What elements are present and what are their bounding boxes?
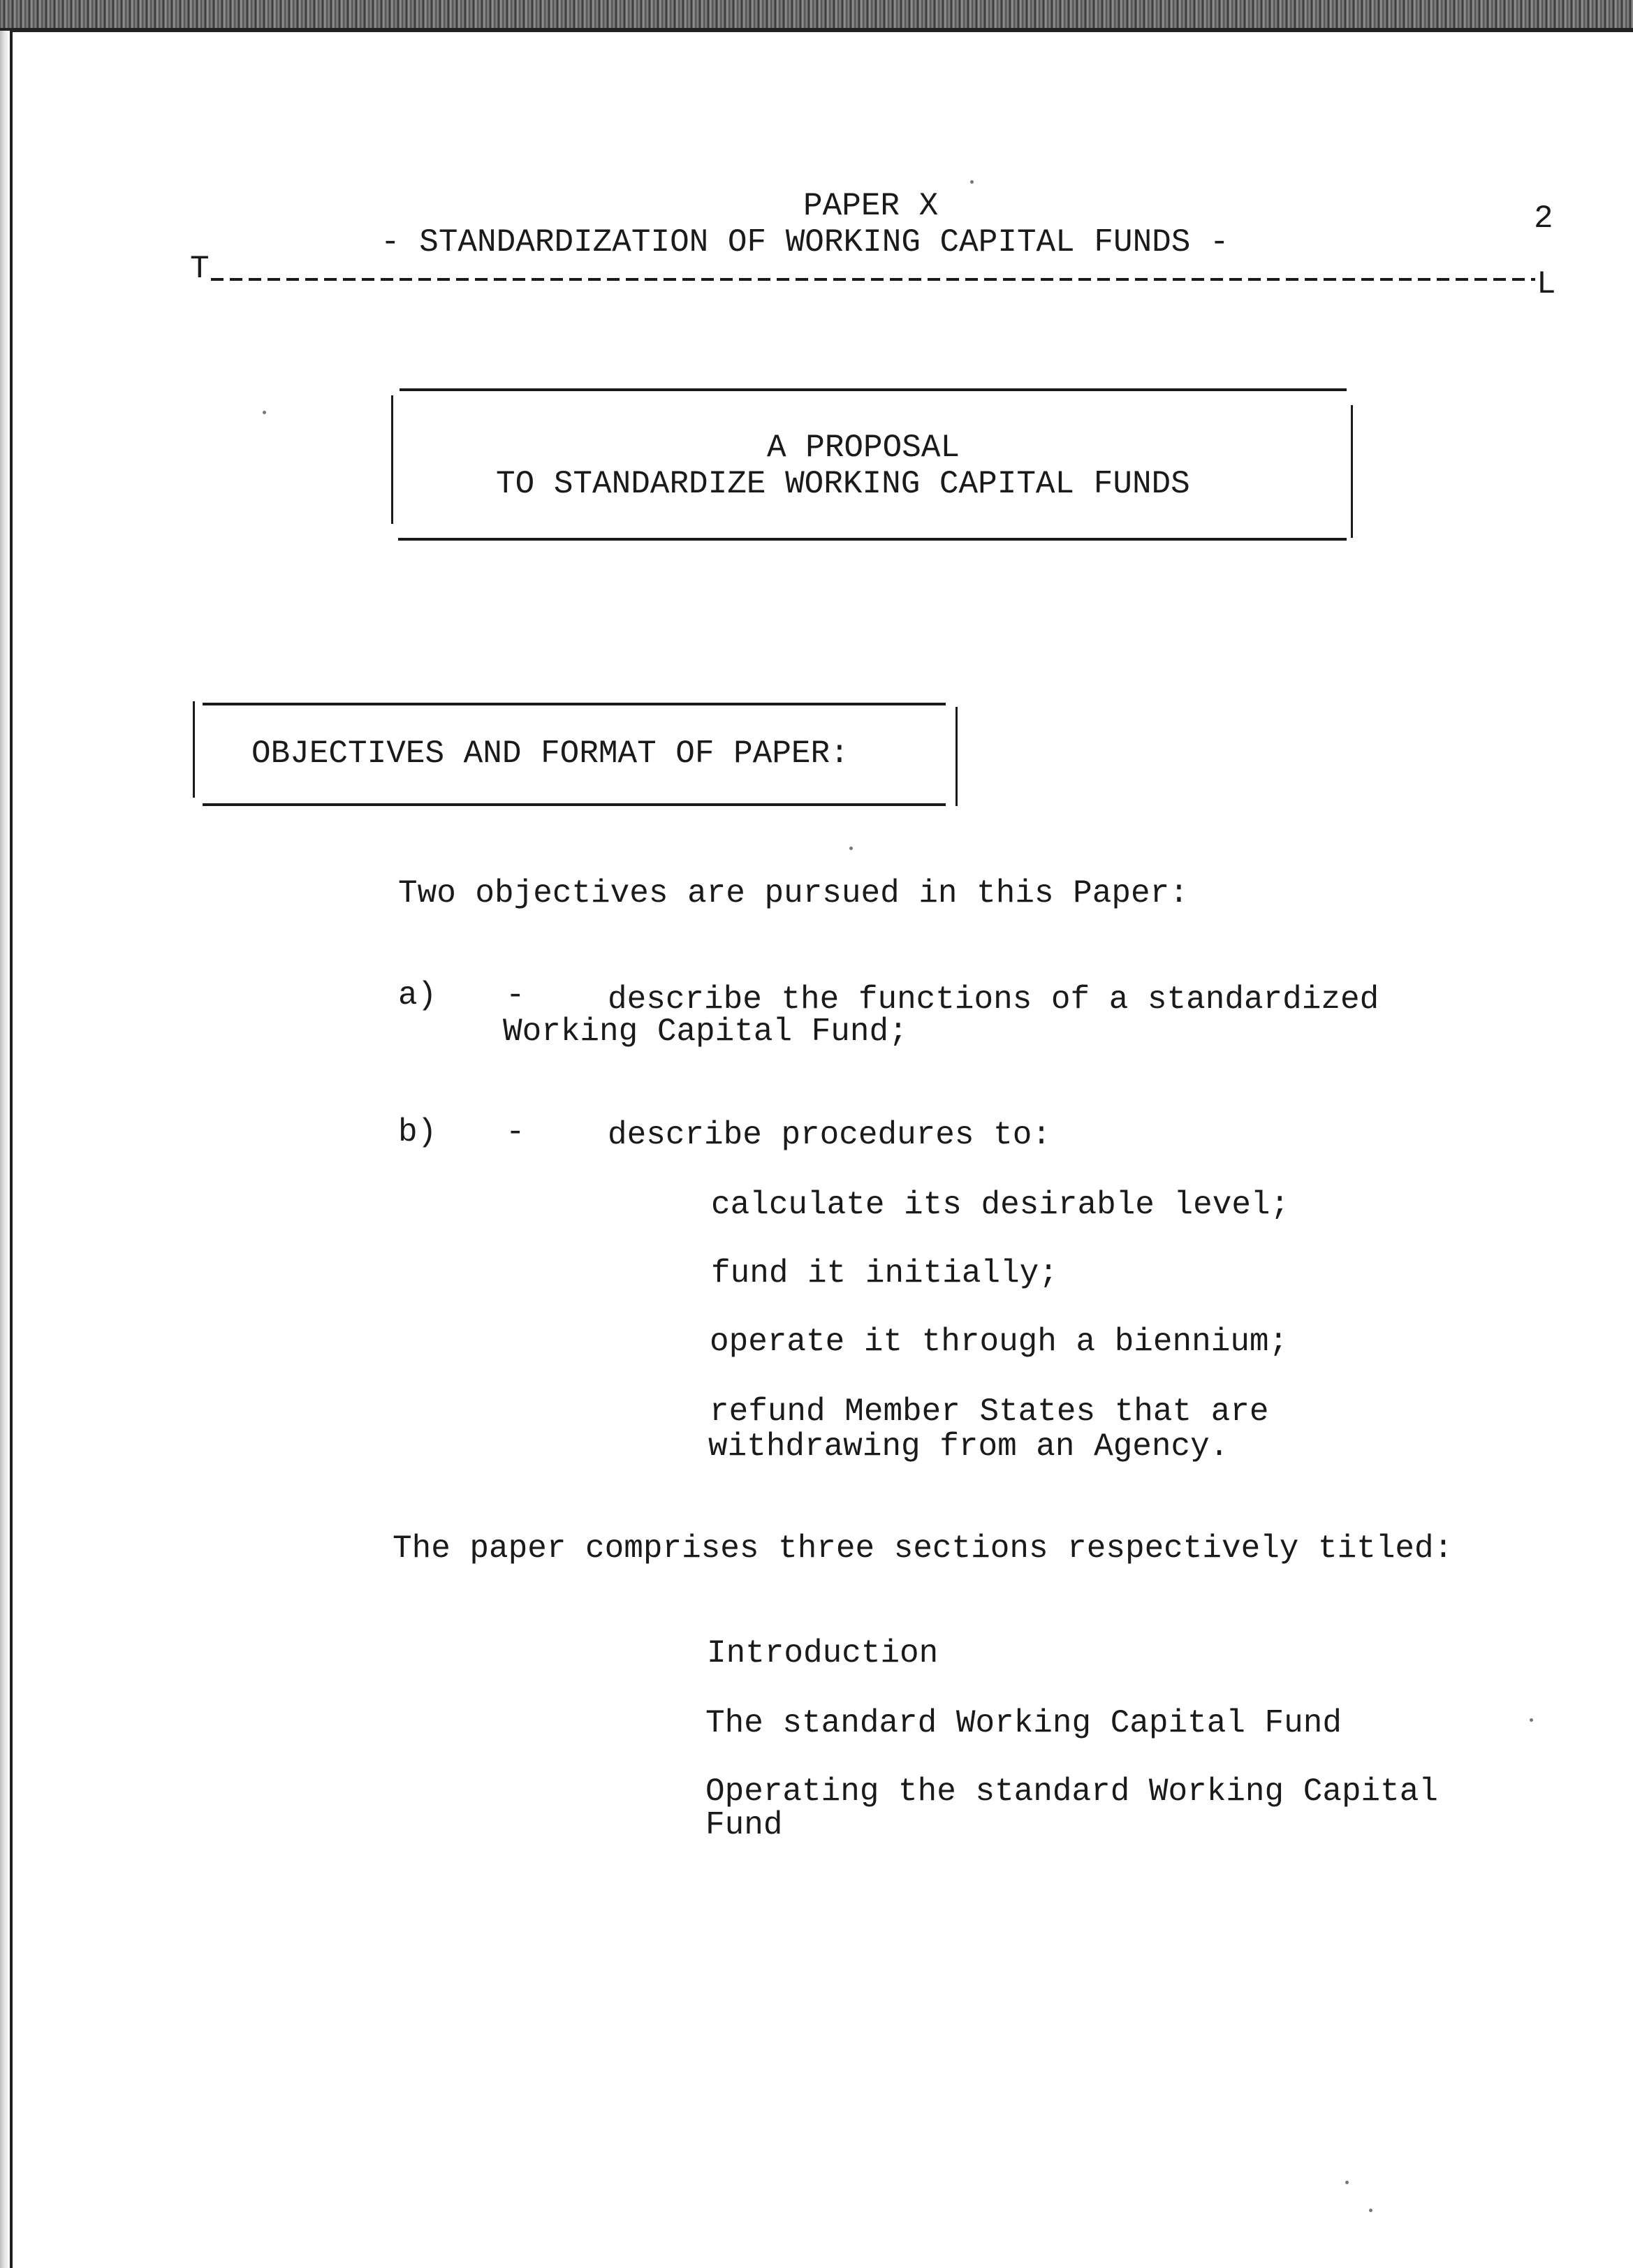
rule-right-mark: L [1537,266,1556,302]
proposal-box-top-border [400,388,1347,391]
procedure-item: fund it initially; [711,1255,1058,1292]
item-a-dash: - [506,977,525,1014]
rule-left-mark: T [190,251,210,287]
proposal-title-line2: TO STANDARDIZE WORKING CAPITAL FUNDS [496,466,1190,502]
objectives-box-right-border [955,707,958,806]
proposal-title-line1: A PROPOSAL [767,430,960,466]
sections-intro: The paper comprises three sections respectively titled: [393,1530,1453,1567]
objectives-heading: OBJECTIVES AND FORMAT OF PAPER: [251,736,849,772]
scan-speck [970,180,974,184]
scan-top-edge [0,0,1633,31]
proposal-box-bottom-border [398,538,1347,541]
binder-line [10,31,13,2268]
header-dashed-rule [211,278,1535,281]
objectives-intro: Two objectives are pursued in this Paper: [398,875,1189,912]
paper-label: PAPER X [803,188,939,224]
scan-speck [1369,2209,1372,2212]
item-a-line1: describe the functions of a standardized [608,981,1379,1018]
paper-subtitle: - STANDARDIZATION OF WORKING CAPITAL FUNDS - [381,224,1229,261]
objectives-box-left-border [193,701,195,798]
scan-left-edge [0,31,10,2268]
item-b-dash: - [506,1114,525,1150]
section-title: Operating the standard Working Capital [705,1773,1438,1810]
procedure-item: calculate its desirable level; [711,1187,1290,1223]
proposal-box-right-border [1351,405,1353,538]
objectives-box-bottom-border [203,803,946,806]
proposal-box-left-border [391,395,393,524]
item-a-marker: a) [398,977,437,1014]
procedure-item: refund Member States that are [710,1393,1269,1430]
item-b-line1: describe procedures to: [608,1117,1051,1153]
procedure-item: operate it through a biennium; [710,1324,1289,1360]
scan-speck [1530,1718,1533,1722]
section-title: Fund [705,1807,783,1843]
item-b-marker: b) [398,1114,437,1150]
section-title: Introduction [707,1635,939,1671]
scan-top-border [0,28,1633,32]
scan-speck [1345,2181,1349,2184]
section-title: The standard Working Capital Fund [705,1705,1342,1741]
scan-speck [849,847,853,850]
page-number: 2 [1534,200,1553,237]
item-a-line2: Working Capital Fund; [503,1014,908,1050]
scan-speck [263,411,266,414]
objectives-box-top-border [203,703,946,705]
procedure-item: withdrawing from an Agency. [708,1428,1229,1465]
